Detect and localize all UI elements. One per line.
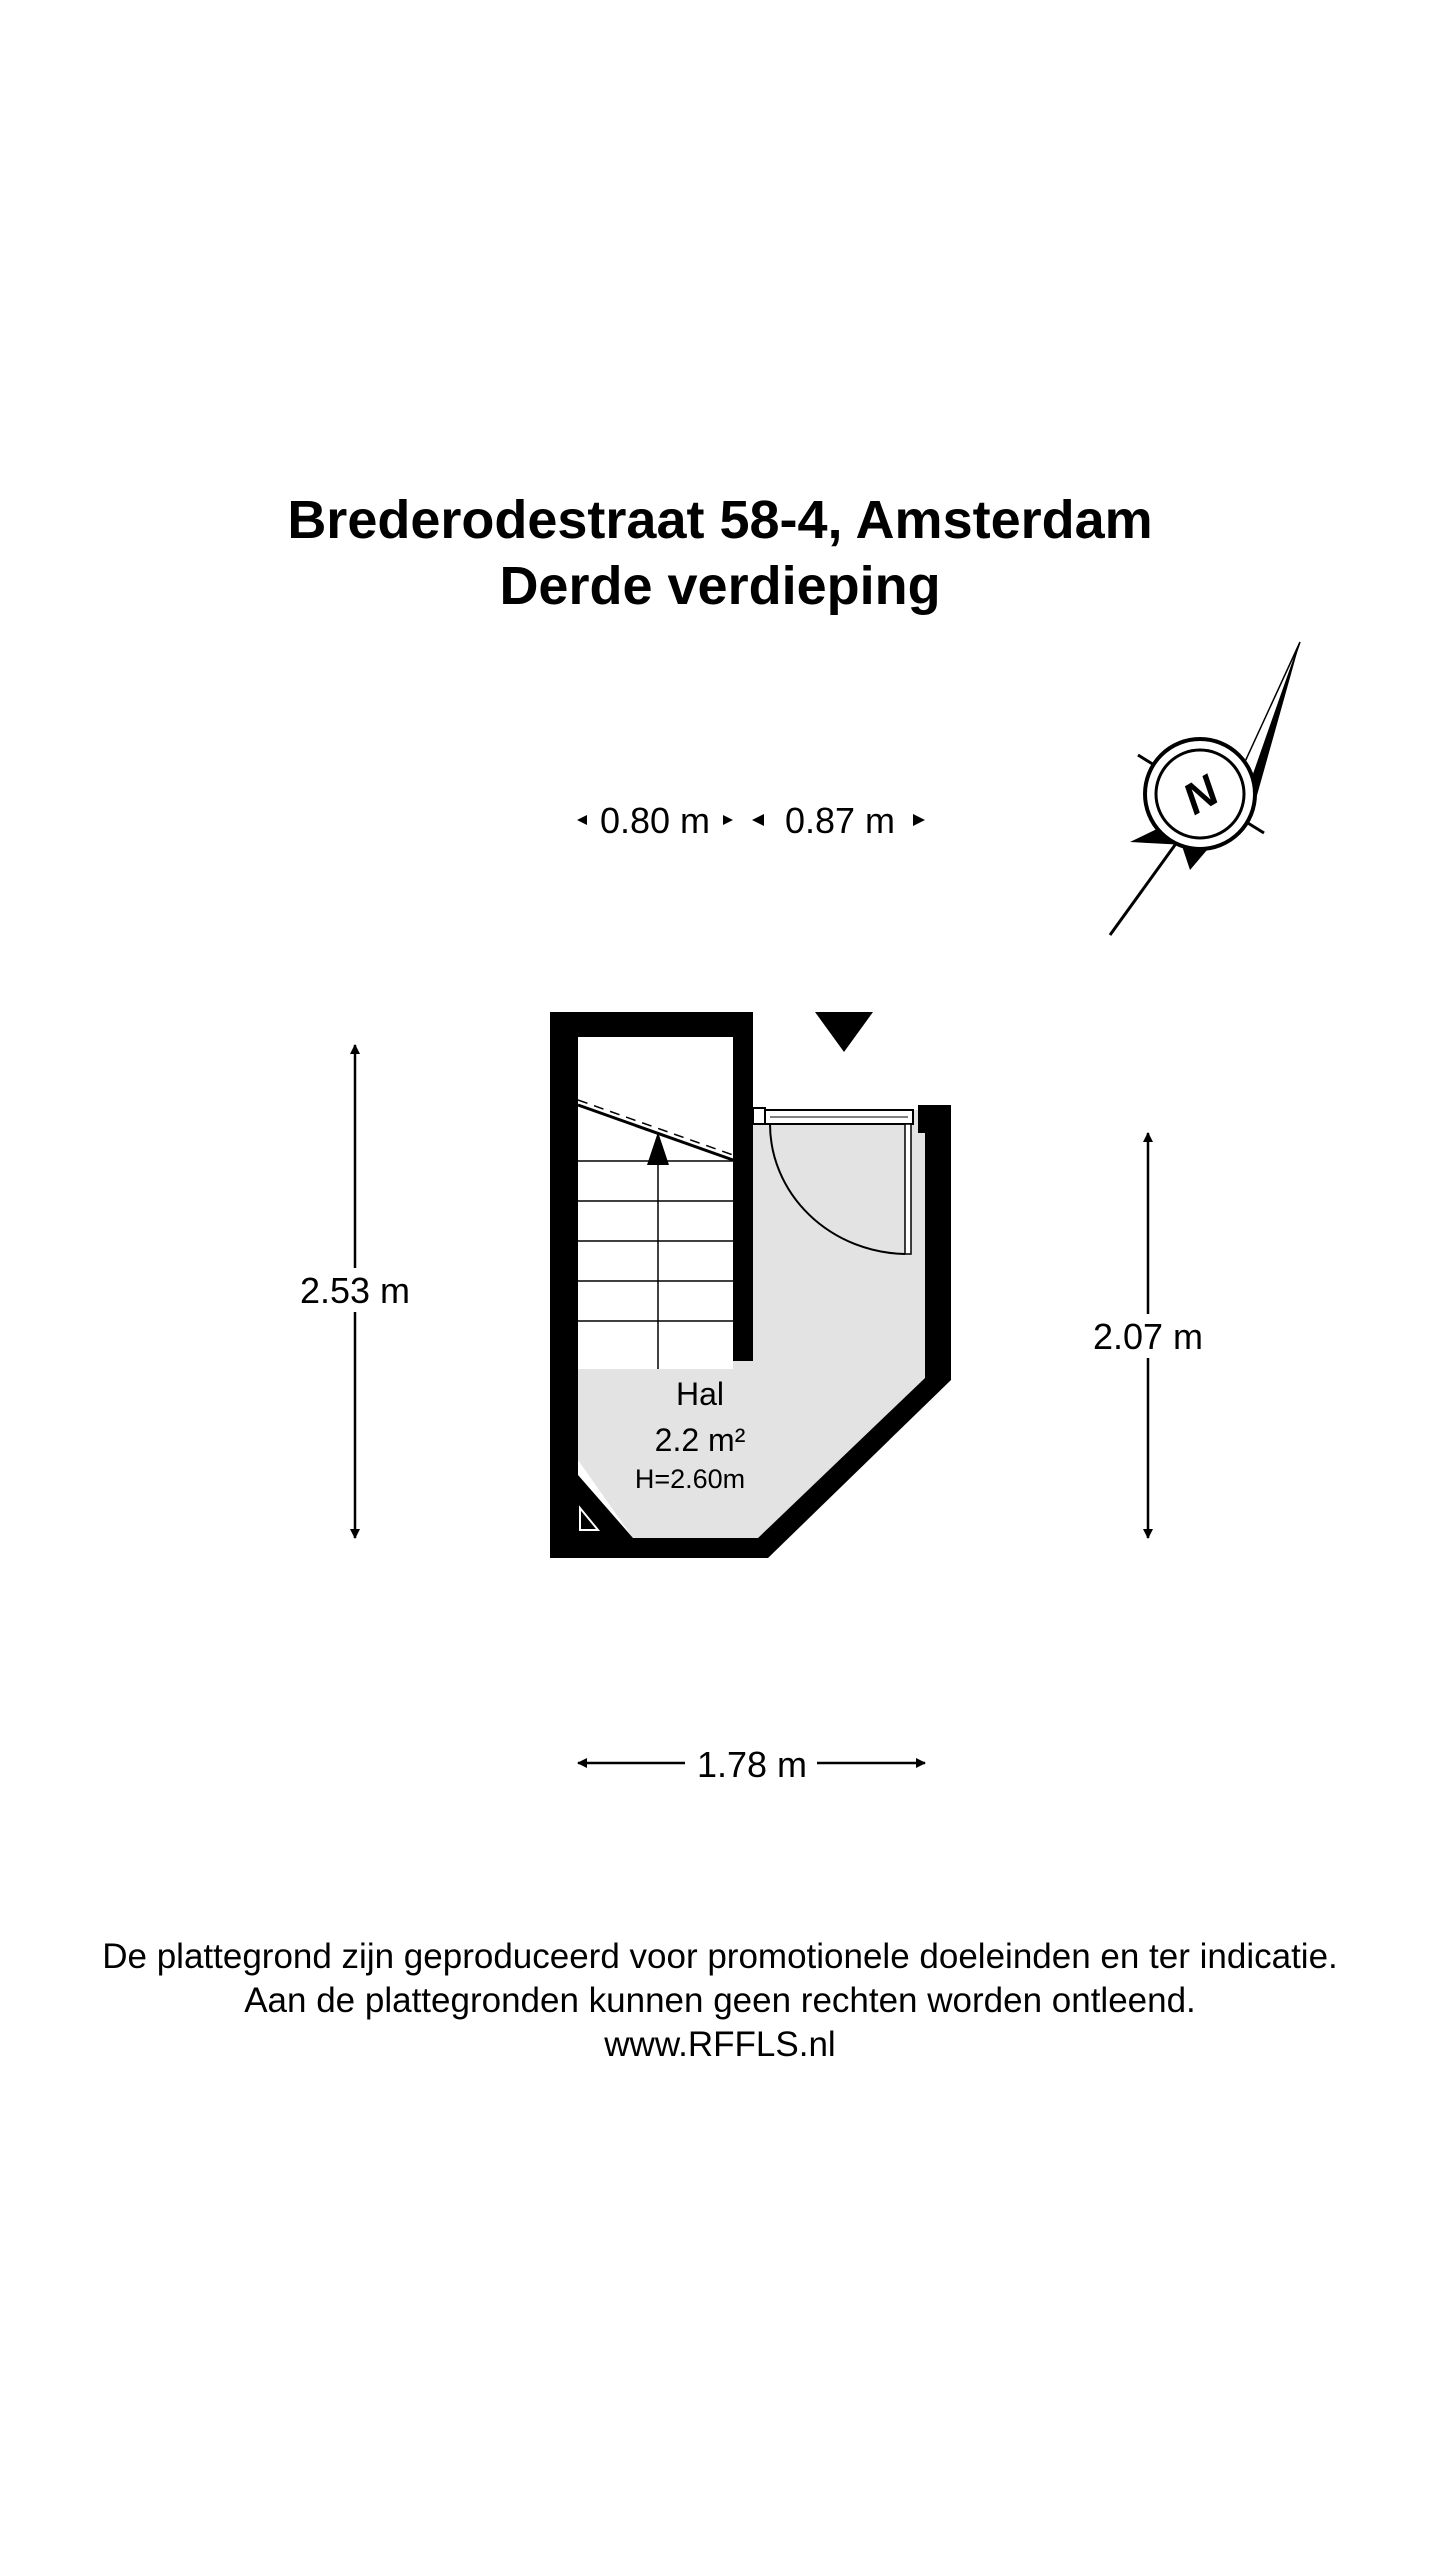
room-area: 2.2 m² (654, 1422, 746, 1458)
plan-title: Brederodestraat 58-4, Amsterdam (287, 490, 1153, 550)
dimension-right-height (1080, 1133, 1216, 1538)
disclaimer-line-2: Aan de plattegronden kunnen geen rechten worden ontleend. (244, 1981, 1196, 2020)
dimension-left-label: 2.53 m (299, 1270, 411, 1311)
disclaimer-line-1: De plattegrond zijn geproduceerd voor promotionele doeleinden en ter indicatie. (102, 1937, 1338, 1976)
room-height: H=2.60m (634, 1464, 746, 1494)
north-arrow-icon (1110, 642, 1300, 935)
dimension-bottom-label: 1.78 m (696, 1744, 808, 1785)
dimension-left-height (290, 1045, 420, 1538)
top-dimensions (577, 800, 925, 841)
dimension-bottom-width (578, 1740, 925, 1786)
stair-area (578, 1037, 733, 1369)
website-link[interactable]: www.RFFLS.nl (604, 2025, 836, 2064)
entrance-triangle-icon (815, 1012, 873, 1052)
compass-letter: N (1174, 766, 1227, 825)
dimension-top-left: 0.80 m (599, 800, 711, 841)
dimension-right-label: 2.07 m (1092, 1316, 1204, 1357)
dimension-top-right: 0.87 m (784, 800, 896, 841)
room-name: Hal (675, 1376, 725, 1412)
floor-subtitle: Derde verdieping (499, 556, 941, 616)
